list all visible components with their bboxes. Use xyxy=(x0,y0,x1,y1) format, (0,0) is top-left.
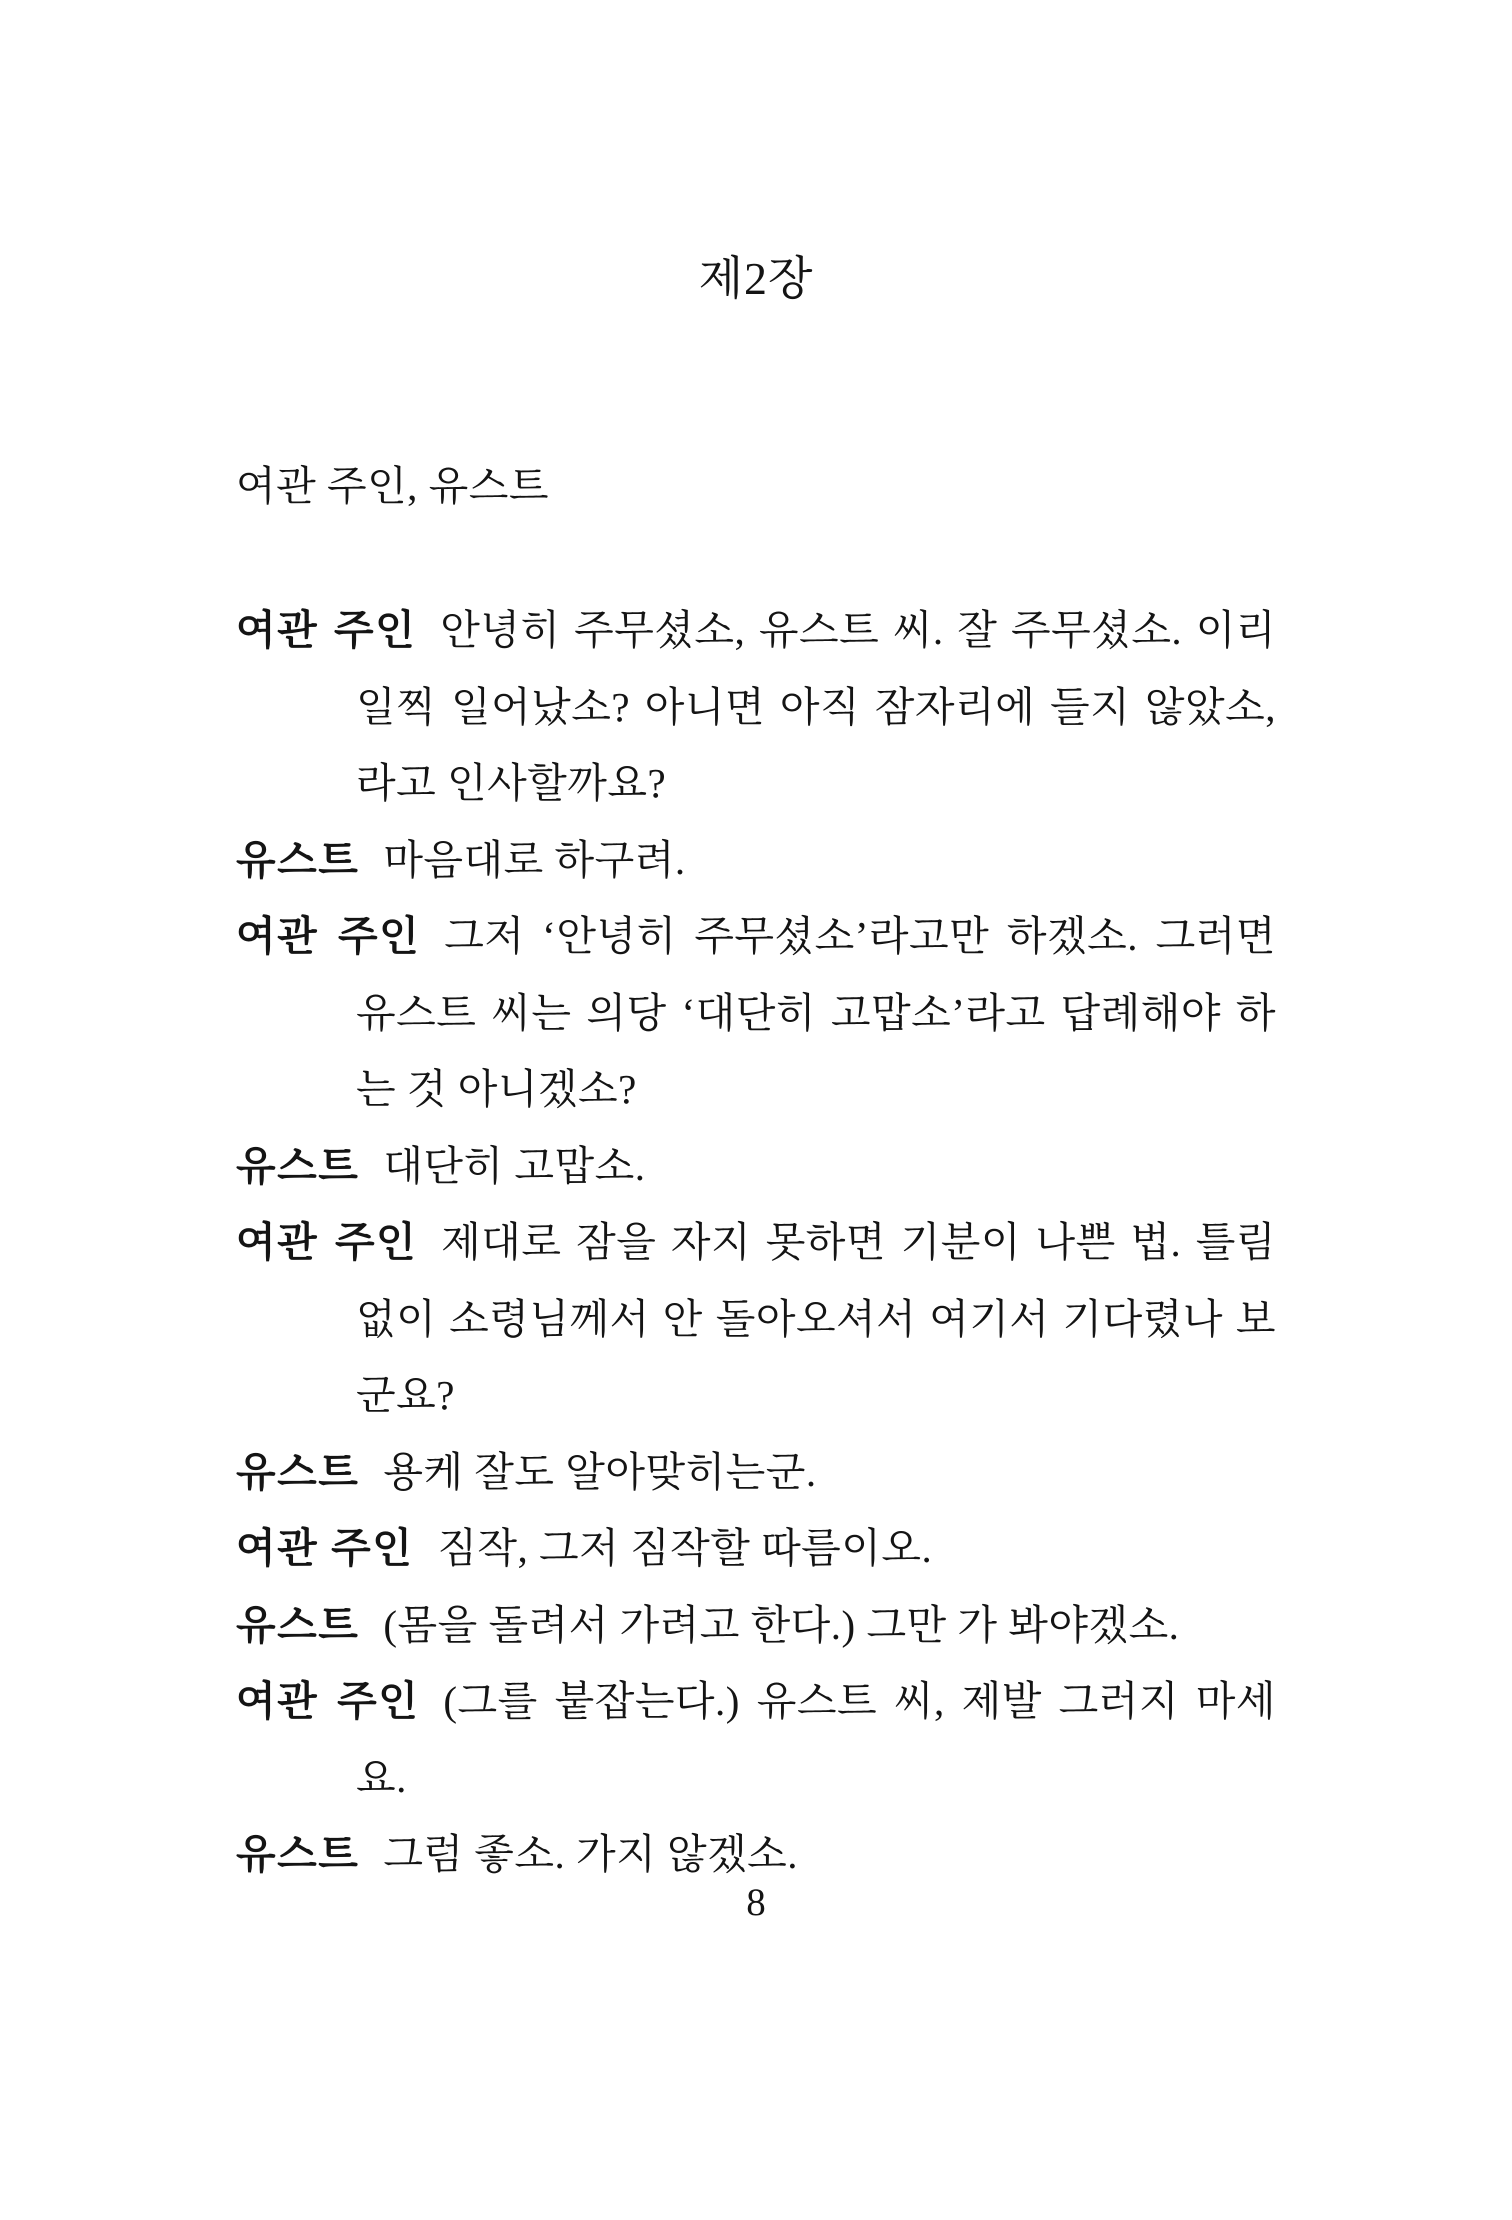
dialogue-text: 용케 잘도 알아맞히는군. xyxy=(383,1448,817,1495)
dialogue-block xyxy=(236,592,1276,1893)
dialogue-text: 대단히 고맙소. xyxy=(383,1142,646,1189)
chapter-title: 제2장 xyxy=(698,253,814,304)
dialogue-entry xyxy=(236,1510,1276,1587)
dialogue-entry xyxy=(236,1434,1276,1511)
speaker-name: 여관 주인 xyxy=(236,607,417,653)
page-number: 8 xyxy=(746,1881,766,1924)
dialogue-entry xyxy=(236,898,1276,1128)
speaker-name: 여관 주인 xyxy=(236,1219,418,1265)
dialogue-text: 그저 ‘안녕히 주무셨소’라고만 하겠소. 그러면 유스트 씨는 의당 ‘대단히 고맙소’라고 답례해야 하는 것 아니겠소? xyxy=(356,913,1276,1112)
dialogue-text: 안녕히 주무셨소, 유스트 씨. 잘 주무셨소. 이리 일찍 일어났소? 아니면 아직 잠자리에 들지 않았소, 라고 인사할까요? xyxy=(356,607,1276,806)
dialogue-text: 짐작, 그저 짐작할 따름이오. xyxy=(437,1525,933,1571)
dialogue-entry xyxy=(236,1128,1276,1205)
dialogue-text: (몸을 돌려서 가려고 한다.) 그만 가 봐야겠소. xyxy=(383,1601,1180,1648)
speaker-name: 유스트 xyxy=(236,1831,360,1877)
speaker-name: 여관 주인 xyxy=(236,913,421,959)
dialogue-text: (그를 붙잡는다.) 유스트 씨, 제발 그러지 마세요. xyxy=(356,1678,1276,1801)
speaker-name: 유스트 xyxy=(236,1142,360,1189)
speaker-name: 유스트 xyxy=(236,1601,360,1648)
speaker-name: 유스트 xyxy=(236,836,360,883)
dialogue-text: 제대로 잠을 자지 못하면 기분이 나쁜 법. 틀림없이 소령님께서 안 돌아오셔서 여기서 기다렸나 보군요? xyxy=(356,1219,1276,1418)
dialogue-entry xyxy=(236,1663,1276,1816)
dialogue-entry xyxy=(236,1204,1276,1434)
speaker-name: 유스트 xyxy=(236,1448,360,1495)
dialogue-entry xyxy=(236,822,1276,899)
speaker-name: 여관 주인 xyxy=(236,1525,414,1571)
dialogue-entry xyxy=(236,1587,1276,1664)
dialogue-entry xyxy=(236,592,1276,822)
dialogue-text: 마음대로 하구려. xyxy=(383,836,686,883)
cast-list: 여관 주인, 유스트 xyxy=(236,463,549,509)
speaker-name: 여관 주인 xyxy=(236,1678,420,1724)
dialogue-text: 그럼 좋소. 가지 않겠소. xyxy=(383,1831,799,1877)
